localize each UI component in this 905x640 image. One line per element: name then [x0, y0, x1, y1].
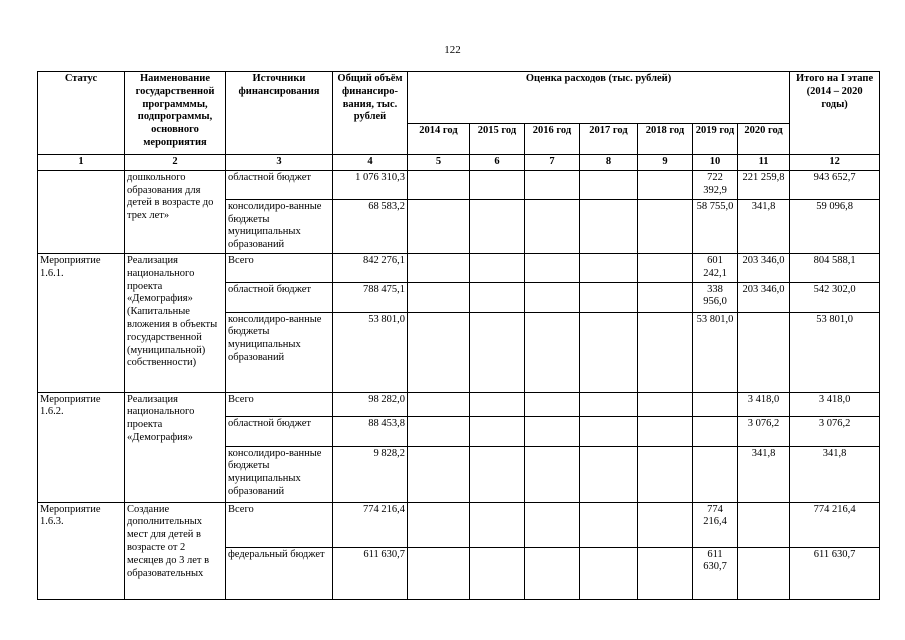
table-row	[38, 502, 880, 547]
row-status: Мероприятие 1.6.2.	[38, 392, 125, 502]
header-status: Статус	[38, 72, 125, 155]
row-2020	[738, 312, 790, 392]
row-total: 68 583,2	[333, 199, 408, 253]
row-total: 788 475,1	[333, 282, 408, 312]
row-2019: 722 392,9	[693, 170, 738, 199]
row-total: 1 076 310,3	[333, 170, 408, 199]
row-name: Реализация национального проекта «Демография» (Капитальные вложения в объекты государственной (муниципальной) собственности)	[125, 253, 226, 392]
page-number: 122	[444, 44, 461, 56]
header-year: 2018 год	[638, 124, 693, 155]
row-stage-total: 774 216,4	[790, 502, 880, 547]
row-2019: 611 630,7	[693, 547, 738, 599]
col-number: 7	[525, 155, 580, 171]
header-year: 2014 год	[408, 124, 470, 155]
header-year: 2016 год	[525, 124, 580, 155]
header-year: 2017 год	[580, 124, 638, 155]
col-number: 1	[38, 155, 125, 171]
row-2020: 3 418,0	[738, 392, 790, 416]
col-number: 9	[638, 155, 693, 171]
col-number: 2	[125, 155, 226, 171]
row-2019: 53 801,0	[693, 312, 738, 392]
row-2019: 774 216,4	[693, 502, 738, 547]
row-total: 9 828,2	[333, 446, 408, 502]
row-total: 611 630,7	[333, 547, 408, 599]
row-2020	[738, 547, 790, 599]
row-stage-total: 804 588,1	[790, 253, 880, 282]
header-stage-total: Итого на I этапе (2014 – 2020 годы)	[790, 72, 880, 155]
row-status: Мероприятие 1.6.1.	[38, 253, 125, 392]
table-row	[38, 392, 880, 416]
col-number: 4	[333, 155, 408, 171]
header-estimate: Оценка расходов (тыс. рублей)	[408, 72, 790, 124]
header-sources: Источники финансирования	[226, 72, 333, 155]
row-stage-total: 611 630,7	[790, 547, 880, 599]
row-2020: 341,8	[738, 446, 790, 502]
row-name: Реализация национального проекта «Демография»	[125, 392, 226, 502]
header-total-volume: Общий объём финансиро-вания, тыс. рублей	[333, 72, 408, 155]
row-status: Мероприятие 1.6.3.	[38, 502, 125, 599]
row-stage-total: 943 652,7	[790, 170, 880, 199]
header-year: 2019 год	[693, 124, 738, 155]
row-total: 53 801,0	[333, 312, 408, 392]
row-2020	[738, 502, 790, 547]
row-source: Всего	[226, 253, 333, 282]
row-status	[38, 170, 125, 253]
row-2020: 3 076,2	[738, 416, 790, 446]
row-source: консолидиро-ванные бюджеты муниципальных образований	[226, 312, 333, 392]
row-2020: 203 346,0	[738, 253, 790, 282]
row-total: 88 453,8	[333, 416, 408, 446]
header-name: Наименование государственной программмы, подпрограммы, основного мероприятия	[125, 72, 226, 155]
row-stage-total: 59 096,8	[790, 199, 880, 253]
financing-table	[37, 71, 880, 600]
column-number-row	[38, 155, 880, 171]
table-row	[38, 253, 880, 282]
row-total: 842 276,1	[333, 253, 408, 282]
row-2019	[693, 446, 738, 502]
col-number: 5	[408, 155, 470, 171]
row-source: областной бюджет	[226, 170, 333, 199]
row-source: областной бюджет	[226, 282, 333, 312]
row-2019: 338 956,0	[693, 282, 738, 312]
table-row	[38, 170, 880, 199]
row-2020: 203 346,0	[738, 282, 790, 312]
row-source: консолидиро-ванные бюджеты муниципальных образований	[226, 446, 333, 502]
col-number: 12	[790, 155, 880, 171]
row-source: областной бюджет	[226, 416, 333, 446]
col-number: 8	[580, 155, 638, 171]
row-2019: 58 755,0	[693, 199, 738, 253]
row-stage-total: 341,8	[790, 446, 880, 502]
col-number: 3	[226, 155, 333, 171]
row-stage-total: 3 076,2	[790, 416, 880, 446]
row-source: федеральный бюджет	[226, 547, 333, 599]
row-2020: 221 259,8	[738, 170, 790, 199]
row-source: Всего	[226, 502, 333, 547]
row-2020: 341,8	[738, 199, 790, 253]
row-stage-total: 53 801,0	[790, 312, 880, 392]
row-2019: 601 242,1	[693, 253, 738, 282]
row-name: Создание дополнительных мест для детей в возрасте от 2 месяцев до 3 лет в образовательных	[125, 502, 226, 599]
row-2019	[693, 392, 738, 416]
row-source: Всего	[226, 392, 333, 416]
header-year: 2015 год	[470, 124, 525, 155]
col-number: 6	[470, 155, 525, 171]
row-stage-total: 542 302,0	[790, 282, 880, 312]
col-number: 10	[693, 155, 738, 171]
row-total: 98 282,0	[333, 392, 408, 416]
row-total: 774 216,4	[333, 502, 408, 547]
row-name: дошкольного образования для детей в возрасте до трех лет»	[125, 170, 226, 253]
header-year: 2020 год	[738, 124, 790, 155]
row-source: консолидиро-ванные бюджеты муниципальных образований	[226, 199, 333, 253]
row-2019	[693, 416, 738, 446]
row-stage-total: 3 418,0	[790, 392, 880, 416]
col-number: 11	[738, 155, 790, 171]
